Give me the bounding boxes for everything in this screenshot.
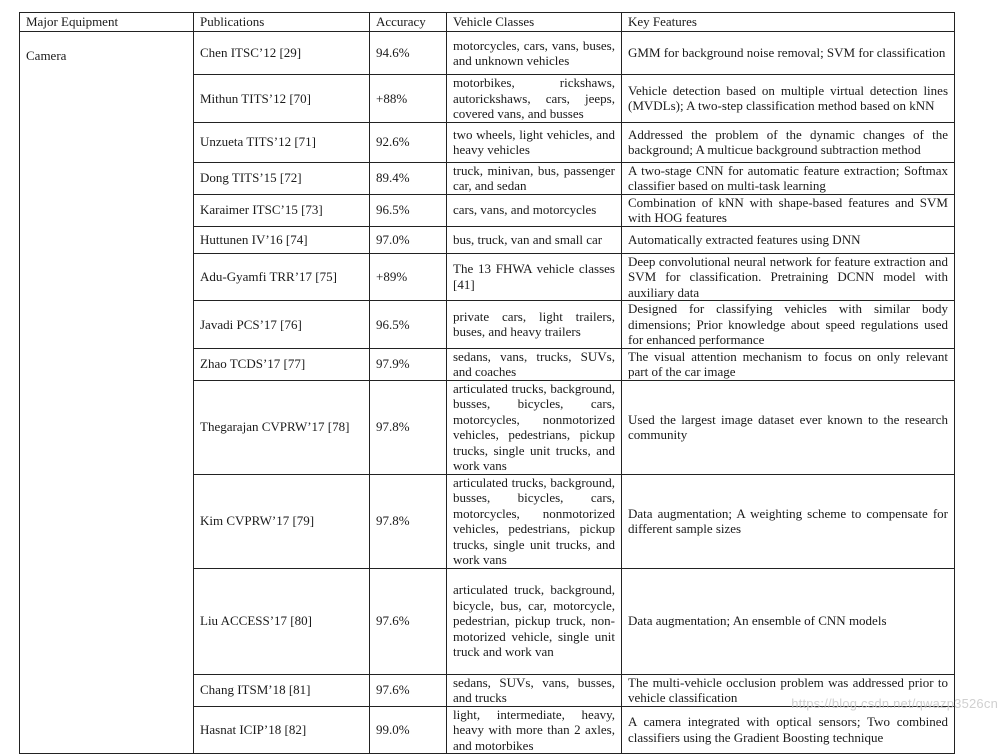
key-features-cell: Data augmentation; A weighting scheme to compensate for different sample sizes xyxy=(622,474,955,568)
vehicle-classes-cell: private cars, light trailers, buses, and heavy trailers xyxy=(447,301,622,349)
accuracy-cell: 97.9% xyxy=(370,348,447,380)
vehicle-classes-cell: sedans, vans, trucks, SUVs, and coaches xyxy=(447,348,622,380)
accuracy-cell: 94.6% xyxy=(370,32,447,75)
publication-cell: Mithun TITS’12 [70] xyxy=(194,75,370,123)
vehicle-classes-cell: bus, truck, van and small car xyxy=(447,226,622,253)
publication-cell: Adu-Gyamfi TRR’17 [75] xyxy=(194,253,370,301)
vehicle-classes-cell: articulated trucks, background, busses, bicycles, cars, motorcycles, nonmotorized vehicles, pedestrians, pickup trucks, single unit trucks, and work vans xyxy=(447,380,622,474)
accuracy-cell: 97.8% xyxy=(370,380,447,474)
vehicle-classes-cell: two wheels, light vehicles, and heavy vehicles xyxy=(447,122,622,162)
vehicle-classes-cell: The 13 FHWA vehicle classes [41] xyxy=(447,253,622,301)
header-row xyxy=(20,13,955,32)
header-publications: Publications xyxy=(194,13,370,32)
publication-cell: Kim CVPRW’17 [79] xyxy=(194,474,370,568)
key-features-cell: Designed for classifying vehicles with similar body dimensions; Prior knowledge about speed regulations used for enhanced performance xyxy=(622,301,955,349)
publication-cell: Dong TITS’15 [72] xyxy=(194,162,370,194)
table-row xyxy=(20,32,955,75)
publication-cell: Chen ITSC’12 [29] xyxy=(194,32,370,75)
vehicle-classes-cell: motorbikes, rickshaws, autorickshaws, cars, jeeps, covered vans, and busses xyxy=(447,75,622,123)
key-features-cell: Data augmentation; An ensemble of CNN models xyxy=(622,568,955,674)
accuracy-cell: +88% xyxy=(370,75,447,123)
vehicle-classes-cell: motorcycles, cars, vans, buses, and unknown vehicles xyxy=(447,32,622,75)
accuracy-cell: 97.8% xyxy=(370,474,447,568)
vehicle-classes-cell: light, intermediate, heavy, heavy with more than 2 axles, and motorbikes xyxy=(447,706,622,754)
key-features-cell: Combination of kNN with shape-based features and SVM with HOG features xyxy=(622,194,955,226)
header-accuracy: Accuracy xyxy=(370,13,447,32)
accuracy-cell: 97.6% xyxy=(370,568,447,674)
publication-cell: Zhao TCDS’17 [77] xyxy=(194,348,370,380)
publication-cell: Hasnat ICIP’18 [82] xyxy=(194,706,370,754)
accuracy-cell: 92.6% xyxy=(370,122,447,162)
publication-cell: Liu ACCESS’17 [80] xyxy=(194,568,370,674)
vehicle-classes-cell: cars, vans, and motorcycles xyxy=(447,194,622,226)
table-body xyxy=(20,32,955,754)
publication-cell: Chang ITSM’18 [81] xyxy=(194,674,370,706)
key-features-cell: Vehicle detection based on multiple virtual detection lines (MVDLs); A two-step classification method based on kNN xyxy=(622,75,955,123)
accuracy-cell: 97.0% xyxy=(370,226,447,253)
accuracy-cell: 97.6% xyxy=(370,674,447,706)
accuracy-cell: 96.5% xyxy=(370,301,447,349)
publication-cell: Karaimer ITSC’15 [73] xyxy=(194,194,370,226)
watermark: https://blog.csdn.net/qwazp3526cn xyxy=(791,696,998,711)
vehicle-classes-cell: articulated truck, background, bicycle, bus, car, motorcycle, pedestrian, pickup truck, non-motorized vehicle, single unit truck and work van xyxy=(447,568,622,674)
key-features-cell: Automatically extracted features using DNN xyxy=(622,226,955,253)
vehicle-classes-cell: articulated trucks, background, busses, bicycles, cars, motorcycles, nonmotorized vehicles, pedestrians, pickup trucks, single unit trucks, and work vans xyxy=(447,474,622,568)
publication-cell: Unzueta TITS’12 [71] xyxy=(194,122,370,162)
header-vehicle-classes: Vehicle Classes xyxy=(447,13,622,32)
key-features-cell: Addressed the problem of the dynamic changes of the background; A multicue background subtraction method xyxy=(622,122,955,162)
publication-cell: Thegarajan CVPRW’17 [78] xyxy=(194,380,370,474)
key-features-cell: The visual attention mechanism to focus on only relevant part of the car image xyxy=(622,348,955,380)
major-equipment-cell: Camera xyxy=(20,32,194,754)
header-major-equipment: Major Equipment xyxy=(20,13,194,32)
key-features-cell: The multi-vehicle occlusion problem was addressed prior to vehicle classification xyxy=(622,674,955,706)
vehicle-classes-cell: sedans, SUVs, vans, busses, and trucks xyxy=(447,674,622,706)
key-features-cell: Deep convolutional neural network for feature extraction and SVM for classification. Pretraining DCNN model with auxiliary data xyxy=(622,253,955,301)
key-features-cell: GMM for background noise removal; SVM for classification xyxy=(622,32,955,75)
vehicle-classification-table xyxy=(19,12,955,754)
header-key-features: Key Features xyxy=(622,13,955,32)
key-features-cell: A camera integrated with optical sensors; Two combined classifiers using the Gradient Boosting technique xyxy=(622,706,955,754)
publication-cell: Javadi PCS’17 [76] xyxy=(194,301,370,349)
publication-cell: Huttunen IV’16 [74] xyxy=(194,226,370,253)
accuracy-cell: 89.4% xyxy=(370,162,447,194)
accuracy-cell: 96.5% xyxy=(370,194,447,226)
accuracy-cell: +89% xyxy=(370,253,447,301)
key-features-cell: Used the largest image dataset ever known to the research community xyxy=(622,380,955,474)
vehicle-classes-cell: truck, minivan, bus, passenger car, and sedan xyxy=(447,162,622,194)
key-features-cell: A two-stage CNN for automatic feature extraction; Softmax classifier based on multi-task learning xyxy=(622,162,955,194)
accuracy-cell: 99.0% xyxy=(370,706,447,754)
